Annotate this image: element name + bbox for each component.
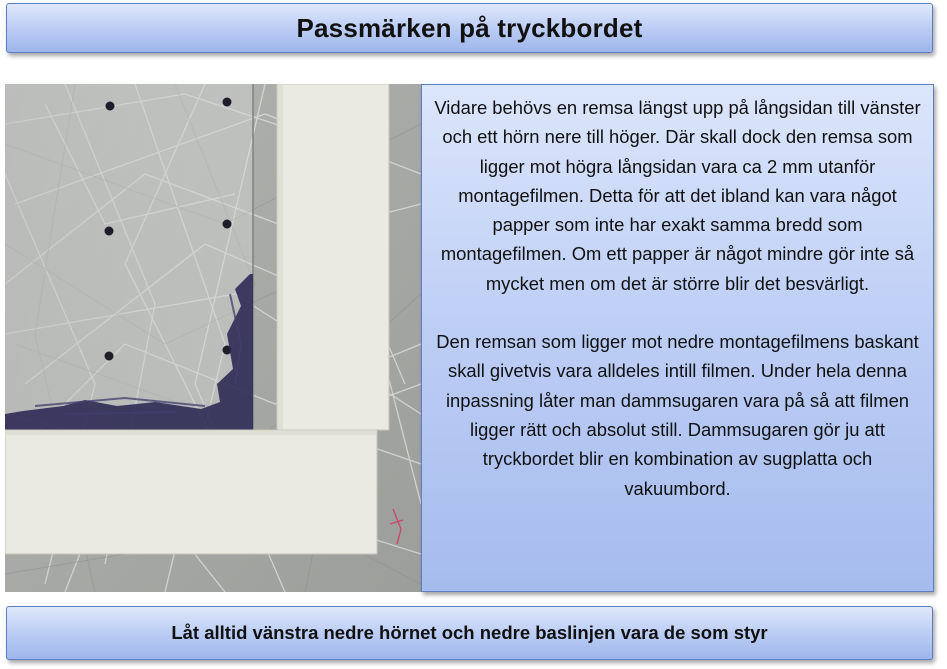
footer-bar xyxy=(6,606,933,660)
paper-strip-vertical xyxy=(277,84,389,430)
paragraph-strips: Vidare behövs en remsa längst upp på långsidan till vänster och ett hörn nere till höger. Där skall dock den remsa som ligger mot högra långsidan vara ca 2 mm utanför montagefilmen. Detta för att det ibland kan vara något papper som inte har exakt samma bredd som montagefilmen. Om ett papper är något mindre gör inte så mycket men om det är större blir det besvärligt. xyxy=(434,97,921,294)
footer-note: Låt alltid vänstra nedre hörnet och nedre baslinjen vara de som styr xyxy=(171,622,768,643)
paragraph-vacuum: Den remsan som ligger mot nedre montagefilmens baskant skall givetvis vara alldeles intill filmen. Under hela denna inpassning låter man dammsugaren vara på så att filmen ligger rätt och absolut still. Dammsugaren gör ju att tryckbordet blir en kombination av sugplatta och vakuumbord. xyxy=(436,331,919,499)
slide-title: Passmärken på tryckbordet xyxy=(296,12,643,43)
title-bar xyxy=(6,3,933,53)
description-box xyxy=(421,84,934,592)
print-table-photo xyxy=(5,84,421,592)
paper-strip-horizontal xyxy=(5,430,377,554)
montage-film xyxy=(5,84,253,430)
